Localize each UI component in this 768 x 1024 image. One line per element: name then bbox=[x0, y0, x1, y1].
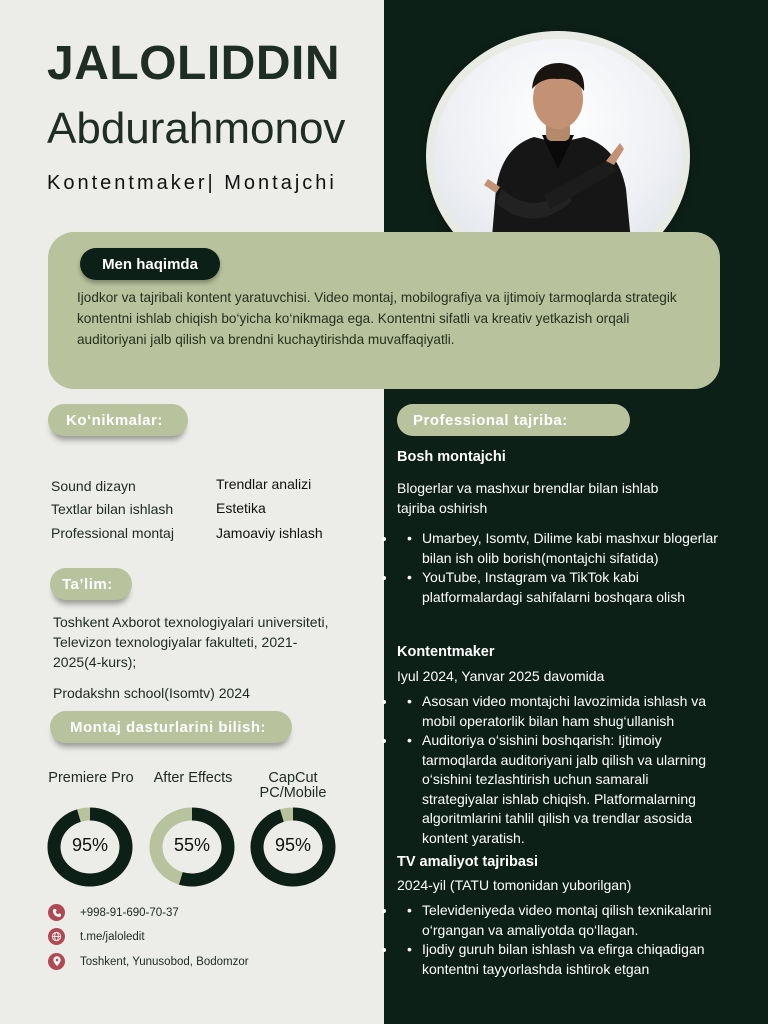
software-name: Premiere Pro bbox=[48, 770, 134, 786]
last-name: Abdurahmonov bbox=[47, 104, 346, 153]
job-bullets bbox=[397, 901, 727, 979]
list-item: • • Televideniyeda video montaj qilish texnikalarini o‘rgangan va amaliyotda qo‘llagan. bbox=[397, 901, 727, 940]
skills-title: Ko‘nikmalar: bbox=[48, 404, 188, 436]
skill-item: Professional montaj bbox=[51, 525, 174, 541]
software-name: CapCut PC/Mobile bbox=[259, 770, 327, 801]
education-title: Ta’lim: bbox=[50, 568, 132, 600]
experience-title: Professional tajriba: bbox=[397, 404, 630, 436]
job-role: Bosh montajchi bbox=[397, 449, 506, 465]
list-item: • • Auditoriya o‘sishini boshqarish: Ijtimoiy tarmoqlarda auditoriyani jalb qilish va ularning o‘sishini tezlashtirish uchun samarali strategiyalar ishlab chiqish. Platformalarning algoritmlarini tahlil qilish va trendlar asosida kontent yaratish. bbox=[397, 731, 727, 848]
job-role: Kontentmaker bbox=[397, 644, 495, 660]
phone-number: +998-91-690-70-37 bbox=[80, 906, 179, 919]
globe-icon bbox=[48, 928, 65, 945]
gauge-percent: 95% bbox=[274, 835, 312, 855]
about-title: Men haqimda bbox=[80, 248, 220, 280]
skill-item: Trendlar analizi bbox=[216, 476, 312, 492]
list-item: • • YouTube, Instagram va TikTok kabi platformalardagi sahifalarni boshqara olish bbox=[397, 568, 727, 607]
education-school: Prodakshn school(Isomtv) 2024 bbox=[53, 685, 250, 701]
skill-item: Sound dizayn bbox=[51, 478, 136, 494]
software-gauge bbox=[149, 807, 235, 887]
skill-item: Estetika bbox=[216, 500, 266, 516]
software-gauge bbox=[47, 807, 133, 887]
software-gauge bbox=[250, 807, 336, 887]
telegram-link: t.me/jaloledit bbox=[80, 930, 145, 943]
gauge-percent: 55% bbox=[173, 835, 211, 855]
job-summary: 2024-yil (TATU tomonidan yuborilgan) bbox=[397, 877, 632, 893]
education-university: Toshkent Axborot texnologiyalari universiteti, Televizon texnologiyalar fakulteti, 2021-2025(4-kurs); bbox=[53, 614, 329, 670]
list-item: • • Ijodiy guruh bilan ishlash va efirga chiqadigan kontentni tayyorlashda ishtirok etgan bbox=[397, 940, 727, 979]
skill-item: Jamoaviy ishlash bbox=[216, 525, 323, 541]
software-title: Montaj dasturlarini bilish: bbox=[50, 711, 292, 743]
contact-phone[interactable] bbox=[48, 904, 179, 921]
job-summary: Iyul 2024, Yanvar 2025 davomida bbox=[397, 668, 605, 684]
job-bullets bbox=[397, 692, 727, 848]
job-role: TV amaliyot tajribasi bbox=[397, 854, 539, 870]
job-bullets bbox=[397, 529, 727, 607]
gauge-percent: 95% bbox=[71, 835, 109, 855]
address: Toshkent, Yunusobod, Bodomzor bbox=[80, 955, 249, 968]
software-name: After Effects bbox=[153, 770, 233, 786]
location-pin-icon bbox=[48, 953, 65, 970]
about-text: Ijodkor va tajribali kontent yaratuvchisi. Video montaj, mobilografiya va ijtimoiy tarmoqlarda strategik kontentni ishlab chiqish bo‘yicha ko‘nikmaga ega. Kontentni sifatli va kreativ yetkazish orqali auditoriyani jalb qilish va brendni kuchaytirishda muvaffaqiyatli. bbox=[77, 290, 677, 347]
first-name: JALOLIDDIN bbox=[47, 37, 340, 90]
contact-address bbox=[48, 953, 249, 970]
contact-telegram[interactable] bbox=[48, 928, 145, 945]
list-item: • • Umarbey, Isomtv, Dilime kabi mashxur blogerlar bilan ish olib borish(montajchi sifatida) bbox=[397, 529, 727, 568]
job-summary: Blogerlar va mashxur brendlar bilan ishlab tajriba oshirish bbox=[397, 480, 659, 516]
skill-item: Textlar bilan ishlash bbox=[51, 501, 174, 517]
phone-icon bbox=[48, 904, 65, 921]
job-title: Kontentmaker| Montajchi bbox=[47, 172, 337, 194]
list-item: • • Asosan video montajchi lavozimida ishlash va mobil operatorlik bilan ham shug‘ullanish bbox=[397, 692, 727, 731]
